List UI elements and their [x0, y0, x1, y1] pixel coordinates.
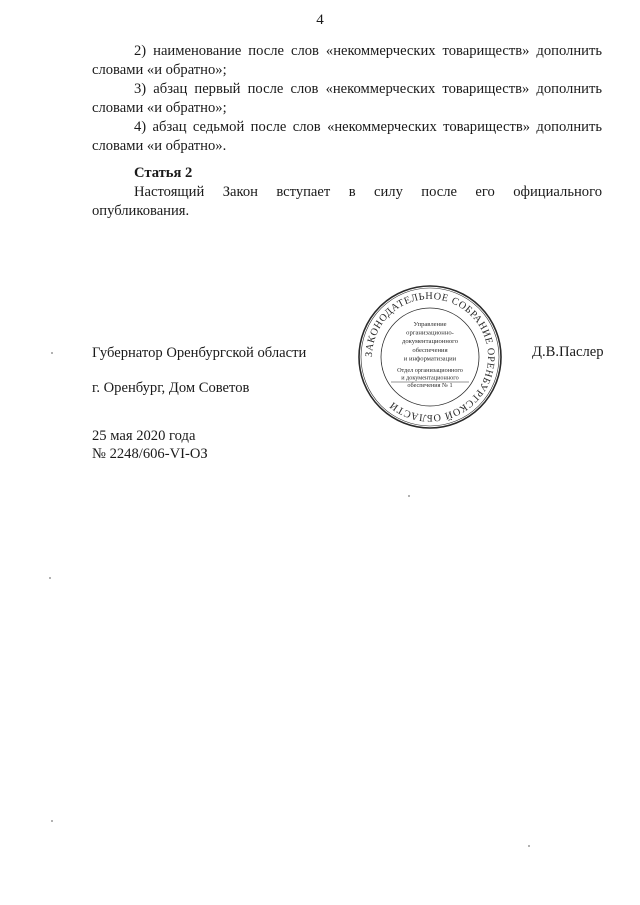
article-body-line: опубликования. — [92, 203, 190, 219]
list-item — [92, 42, 602, 80]
seal-bottom-line: и документационного — [401, 374, 459, 382]
article-body-line: Настоящий Закон вступает в силу после его официального — [134, 184, 602, 200]
signatory-name: Д.В.Паслер — [532, 344, 604, 360]
seal-center-line: и информатизации — [403, 355, 457, 363]
seal-center-line: документационного — [401, 338, 459, 346]
scan-speck — [528, 845, 530, 847]
signing-place: г. Оренбург, Дом Советов — [92, 380, 250, 396]
signatory-title: Губернатор Оренбургской области — [92, 345, 307, 361]
seal-center-line: организационно- — [406, 329, 454, 337]
list-item-line: 2) наименование после слов «некоммерческих товариществ» дополнить — [134, 43, 602, 59]
list-item-line: 4) абзац седьмой после слов «некоммерческих товариществ» дополнить — [134, 119, 602, 135]
list-item — [92, 80, 602, 118]
article-2 — [92, 164, 602, 221]
scan-speck — [49, 577, 51, 579]
list-item — [92, 118, 602, 156]
seal-bottom-line: обеспечения № 1 — [407, 381, 453, 389]
seal-graphic — [357, 284, 503, 430]
scan-speck — [408, 495, 410, 497]
list-item-line: 3) абзац первый после слов «некоммерческих товариществ» дополнить — [134, 81, 602, 97]
law-number: № 2248/606-VI-ОЗ — [92, 446, 208, 462]
scan-speck — [51, 820, 53, 822]
seal-center-line: обеспечения — [412, 346, 448, 354]
amendment-list — [92, 42, 602, 156]
list-item-line: словами «и обратно». — [92, 138, 227, 154]
seal-ring-text: ЗАКОНОДАТЕЛЬНОЕ СОБРАНИЕ ОРЕНБУРГСКОЙ ОБЛАСТИ — [363, 290, 497, 424]
list-item-line: словами «и обратно»; — [92, 62, 227, 78]
seal-center-line: Управление — [413, 321, 447, 328]
official-seal — [357, 284, 503, 430]
page-number: 4 — [316, 12, 324, 28]
article-title: Статья 2 — [134, 165, 193, 181]
law-date: 25 мая 2020 года — [92, 428, 196, 444]
scan-speck — [51, 352, 53, 354]
article-body — [92, 183, 602, 221]
list-item-line: словами «и обратно»; — [92, 100, 227, 116]
seal-bottom-line: Отдел организационного — [397, 367, 463, 374]
